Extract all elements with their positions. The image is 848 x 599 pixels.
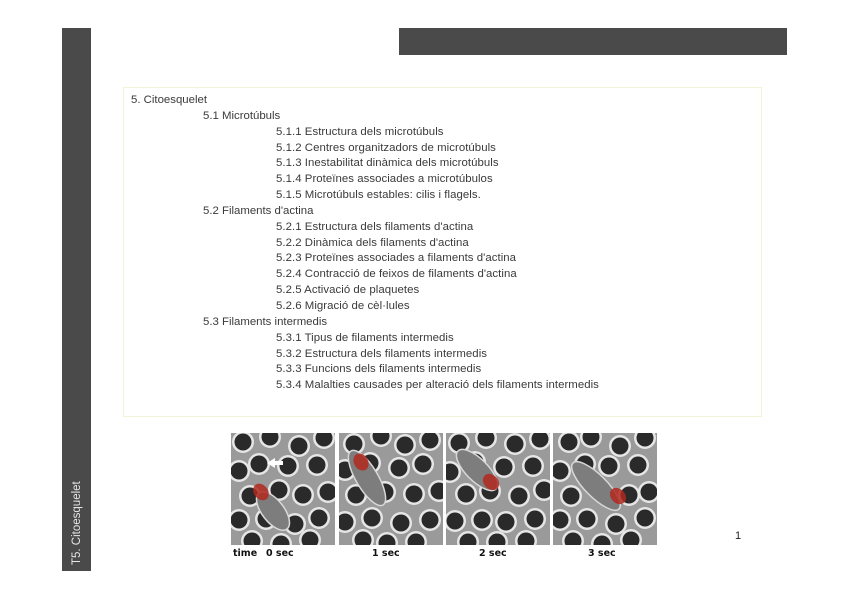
toc-entry: 5.3.2 Estructura dels filaments intermedis xyxy=(276,347,488,360)
blood-cell xyxy=(251,456,268,473)
blood-cell xyxy=(527,511,544,528)
blood-cell xyxy=(406,486,423,503)
header-bar xyxy=(399,28,787,55)
blood-cell xyxy=(579,511,596,528)
blood-cell xyxy=(612,438,629,455)
blood-cell xyxy=(397,437,414,454)
page-number: 1 xyxy=(735,530,742,542)
blood-cell xyxy=(561,434,578,451)
toc-entry: 5.3.3 Funcions dels filaments intermedis xyxy=(276,363,482,376)
toc-entry: 5.2.4 Contracció de feixos de filaments d'actina xyxy=(276,268,517,281)
toc-entry: 5.1.2 Centres organitzadors de microtúbuls xyxy=(276,141,496,154)
blood-cell xyxy=(309,457,326,474)
toc-entry: 5.2.1 Estructura dels filaments d'actina xyxy=(276,220,474,233)
time-label-2: 2 sec xyxy=(479,548,507,559)
blood-cell xyxy=(451,435,468,452)
toc-entry: 5.2 Filaments d'actina xyxy=(203,204,314,217)
time-label-1: 1 sec xyxy=(372,548,400,559)
blood-cell xyxy=(474,512,491,529)
blood-cell xyxy=(563,488,580,505)
toc-entry: 5.3.1 Tipus de filaments intermedis xyxy=(276,331,454,344)
figure-panel-2 xyxy=(446,433,550,545)
toc-entry: 5.1 Microtúbuls xyxy=(203,109,281,122)
blood-cell xyxy=(608,516,625,533)
blood-cell xyxy=(641,484,658,501)
toc-entry: 5.3 Filaments intermedis xyxy=(203,315,328,328)
time-label-3: 3 sec xyxy=(588,548,616,559)
blood-cell xyxy=(415,456,432,473)
blood-cell xyxy=(231,512,248,529)
blood-cell xyxy=(280,458,297,475)
blood-cell xyxy=(422,512,439,529)
blood-cell xyxy=(291,438,308,455)
blood-cell xyxy=(391,460,408,477)
toc-entry: 5.2.6 Migració de cèl·lules xyxy=(276,299,410,312)
toc-entry: 5.2.2 Dinàmica dels filaments d'actina xyxy=(276,236,469,249)
blood-cell xyxy=(507,436,524,453)
figure-panel-3 xyxy=(553,433,657,545)
blood-cell xyxy=(311,510,328,527)
blood-cell xyxy=(601,458,618,475)
sidebar-label: T5. Citoesquelet xyxy=(70,481,83,565)
toc-entry: 5. Citoesquelet xyxy=(131,94,207,106)
time-prefix: time xyxy=(233,548,258,559)
figure-panel-1 xyxy=(339,433,443,545)
blood-cell xyxy=(458,486,475,503)
blood-cell xyxy=(235,434,252,451)
toc-entry: 5.1.1 Estructura dels microtúbuls xyxy=(276,125,444,138)
blood-cell xyxy=(231,463,248,480)
toc-entry: 5.1.3 Inestabilitat dinàmica dels microtúbuls xyxy=(276,157,499,170)
figure-panel-0 xyxy=(231,433,335,545)
blood-cell xyxy=(637,510,654,527)
toc-entry: 5.3.4 Malalties causades per alteració dels filaments intermedis xyxy=(276,379,599,392)
toc-entry: 5.2.3 Proteïnes associades a filaments d'actina xyxy=(276,252,517,265)
blood-cell xyxy=(364,510,381,527)
blood-cell xyxy=(511,488,528,505)
blood-cell xyxy=(525,458,542,475)
time-label-0: 0 sec xyxy=(266,548,294,559)
sidebar-label-wrap xyxy=(62,445,91,565)
toc-entry: 5.1.5 Microtúbuls estables: cilis i flagels. xyxy=(276,189,481,202)
blood-cell xyxy=(496,459,513,476)
toc-entry: 5.1.4 Proteïnes associades a microtúbulos xyxy=(276,173,493,186)
sidebar xyxy=(62,28,91,571)
blood-cell xyxy=(393,515,410,532)
blood-cell xyxy=(630,457,647,474)
blood-cell xyxy=(447,513,464,530)
table-of-contents xyxy=(131,93,599,394)
blood-cell xyxy=(295,487,312,504)
toc-entry: 5.2.5 Activació de plaquetes xyxy=(276,284,420,297)
blood-cell xyxy=(498,514,515,531)
